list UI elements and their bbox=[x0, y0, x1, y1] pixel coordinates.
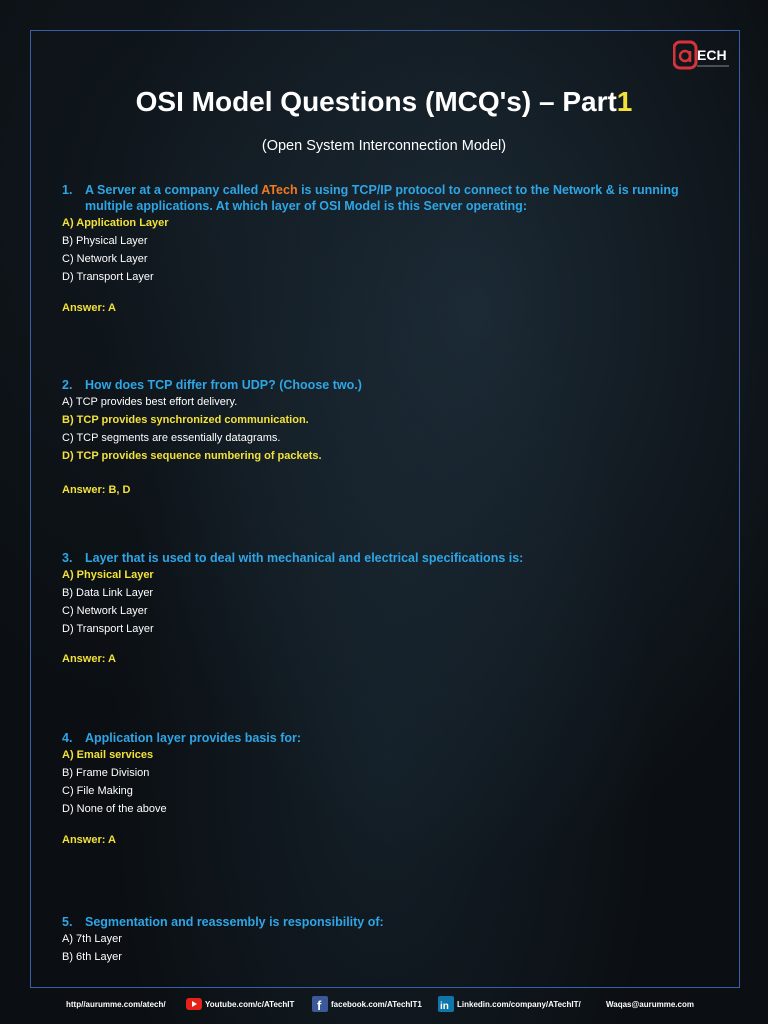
option-a: A) 7th Layer bbox=[62, 933, 122, 945]
option-a: A) Application Layer bbox=[62, 217, 169, 229]
question-text: 1. A Server at a company called ATech is using TCP/IP protocol to connect to the Network & is running multiple applications. At which layer of OSI Model is this Server operating: bbox=[62, 183, 679, 213]
question-text: 4. Application layer provides basis for: bbox=[62, 731, 302, 745]
answer: Answer: A bbox=[62, 653, 116, 665]
answer: Answer: A bbox=[62, 834, 116, 846]
option-d: D) Transport Layer bbox=[62, 271, 154, 283]
footer bbox=[0, 996, 768, 1016]
option-c: C) File Making bbox=[62, 785, 133, 797]
question-3 bbox=[62, 550, 722, 665]
svg-text:ECH: ECH bbox=[697, 47, 727, 63]
page-subtitle: (Open System Interconnection Model) bbox=[261, 138, 507, 154]
facebook-icon bbox=[312, 996, 328, 1014]
footer-facebook-link[interactable]: facebook.com/ATechIT1 bbox=[331, 1000, 422, 1009]
footer-email-link[interactable]: Waqas@aurumme.com bbox=[606, 1000, 694, 1009]
option-b: B) Frame Division bbox=[62, 767, 150, 779]
option-b: B) Data Link Layer bbox=[62, 587, 154, 599]
option-b: B) Physical Layer bbox=[62, 235, 148, 247]
question-text: 3. Layer that is used to deal with mechanical and electrical specifications is: bbox=[62, 551, 524, 565]
question-1 bbox=[62, 182, 722, 314]
option-a: A) Physical Layer bbox=[62, 569, 154, 581]
option-c: C) TCP segments are essentially datagrams. bbox=[62, 432, 281, 444]
atech-logo bbox=[673, 40, 731, 72]
question-text: 2. How does TCP differ from UDP? (Choose two.) bbox=[62, 378, 362, 392]
footer-youtube-link[interactable]: Youtube.com/c/ATechIT bbox=[205, 1000, 295, 1009]
option-b: B) 6th Layer bbox=[62, 951, 122, 963]
linkedin-icon bbox=[438, 996, 454, 1014]
question-4 bbox=[62, 730, 722, 846]
option-a: A) TCP provides best effort delivery. bbox=[62, 396, 238, 408]
brand-name: ATech bbox=[261, 183, 298, 197]
question-2 bbox=[62, 377, 722, 496]
option-b: B) TCP provides synchronized communication. bbox=[62, 414, 309, 426]
option-c: C) Network Layer bbox=[62, 605, 148, 617]
option-a: A) Email services bbox=[62, 749, 154, 761]
footer-website-link[interactable]: http//aurumme.com/atech/ bbox=[66, 1000, 166, 1009]
svg-text:f: f bbox=[317, 998, 322, 1012]
page-title: OSI Model Questions (MCQ's) – Part1 bbox=[135, 86, 633, 117]
youtube-icon bbox=[186, 998, 202, 1012]
option-d: D) TCP provides sequence numbering of packets. bbox=[62, 450, 322, 462]
option-c: C) Network Layer bbox=[62, 253, 148, 265]
question-5 bbox=[62, 914, 722, 966]
option-d: D) Transport Layer bbox=[62, 623, 154, 635]
footer-linkedin-link[interactable]: Linkedin.com/company/ATechIT/ bbox=[457, 1000, 581, 1009]
svg-text:in: in bbox=[440, 1001, 449, 1012]
answer: Answer: B, D bbox=[62, 484, 131, 496]
answer: Answer: A bbox=[62, 302, 116, 314]
question-text: 5. Segmentation and reassembly is responsibility of: bbox=[62, 915, 384, 929]
option-d: D) None of the above bbox=[62, 803, 167, 815]
